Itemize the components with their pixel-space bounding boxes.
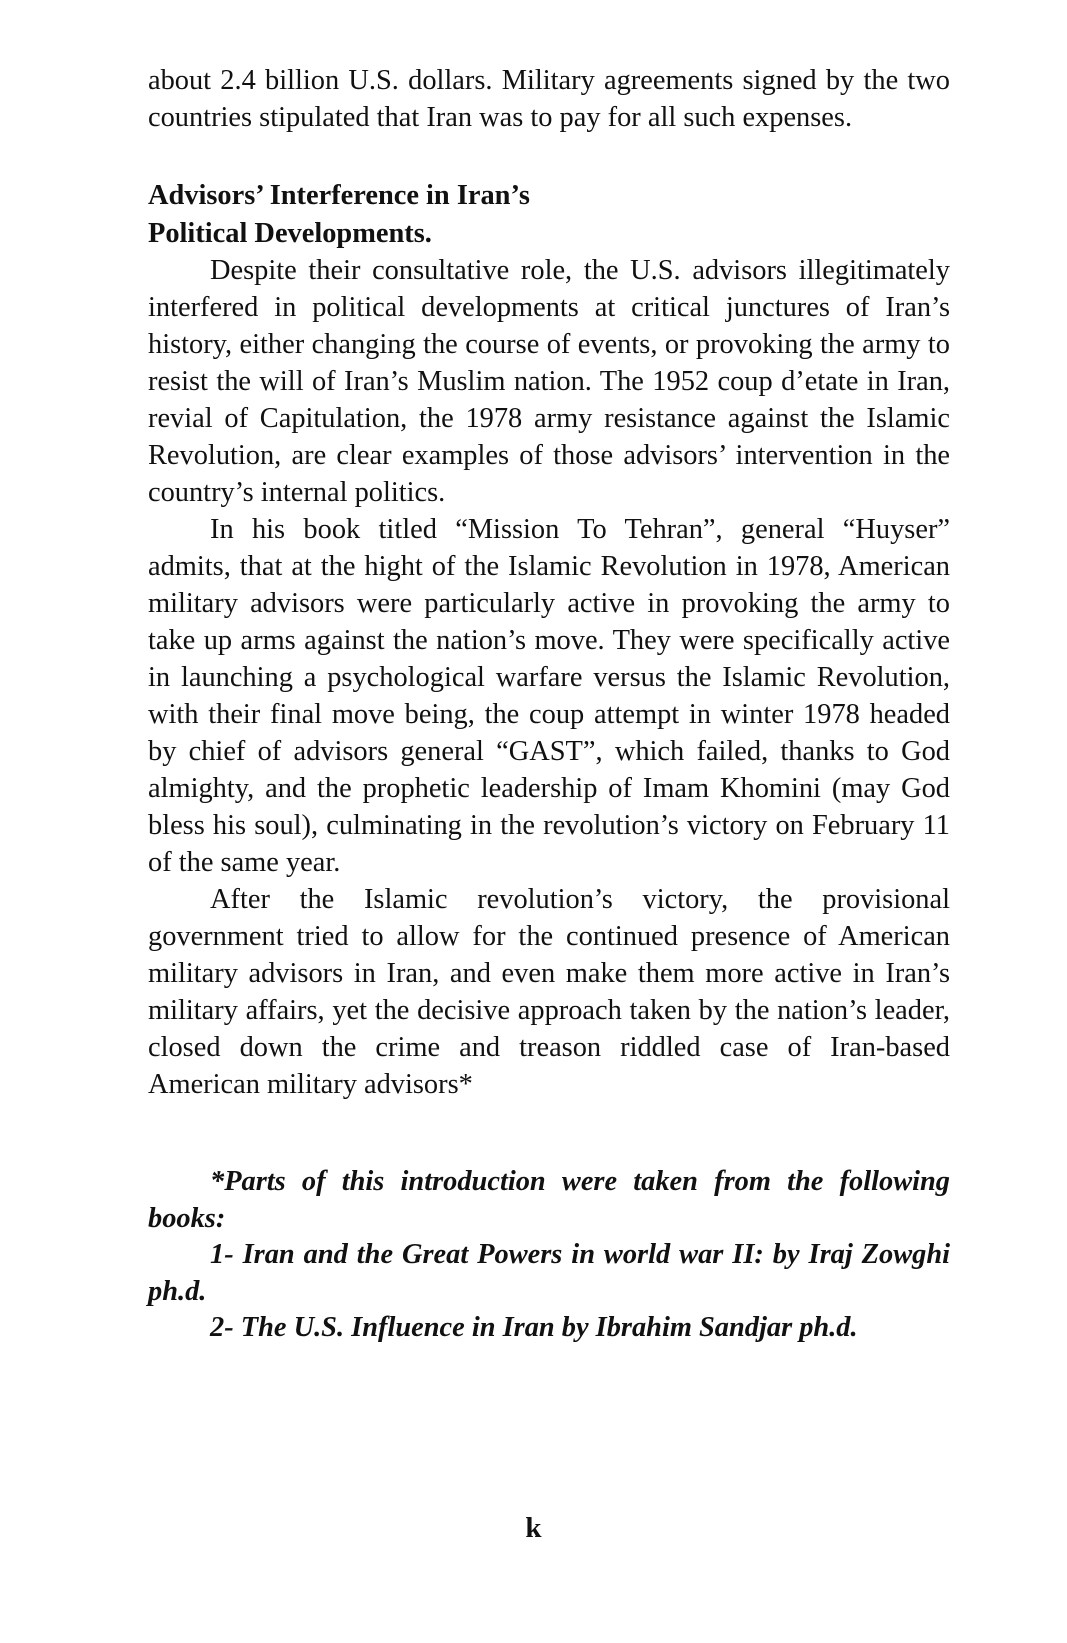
section-heading	[148, 177, 950, 252]
page-marker: k	[525, 1512, 542, 1544]
section-heading-line-2: Political Developments.	[148, 217, 432, 249]
continuation-paragraph: about 2.4 billion U.S. dollars. Military agreements signed by the two countries stipulated that Iran was to pay for all such expenses.	[148, 65, 950, 133]
paragraph-1: Despite their consultative role, the U.S. advisors illegitimately interfered in political developments at critical junctures of Iran’s history, either changing the course of events, or provoking the army to resist the will of Iran’s Muslim nation. The 1952 coup d’etate in Iran, revial of Capitulation, the 1978 army resistance against the Islamic Revolution, are clear examples of those advisors’ intervention in the country’s internal politics.	[148, 255, 950, 508]
page-body	[148, 62, 950, 1347]
footnote-intro: *Parts of this introduction were taken from the following books:	[148, 1166, 950, 1234]
section-heading-line-1: Advisors’ Interference in Iran’s	[148, 180, 530, 211]
paragraph-3: After the Islamic revolution’s victory, the provisional government tried to allow for the continued presence of American military advisors in Iran, and even make them more active in Iran’s military affairs, yet the decisive approach taken by the nation’s leader, closed down the crime and treason riddled case of Iran-based American military advisors*	[148, 884, 950, 1100]
footnote-item-2: 2- The U.S. Influence in Iran by Ibrahim Sandjar ph.d.	[210, 1312, 858, 1343]
footnote	[148, 1164, 950, 1347]
footnote-item-1: 1- Iran and the Great Powers in world war II: by Iraj Zowghi ph.d.	[148, 1239, 950, 1307]
paragraph-2: In his book titled “Mission To Tehran”, general “Huyser” admits, that at the hight of the Islamic Revolution in 1978, American military advisors were particularly active in provoking the army to take up arms against the nation’s move. They were specifically active in launching a psychological warfare versus the Islamic Revolution, with their final move being, the coup attempt in winter 1978 headed by chief of advisors general “GAST”, which failed, thanks to God almighty, and the prophetic leadership of Imam Khomini (may God bless his soul), culminating in the revolution’s victory on February 11 of the same year.	[148, 514, 950, 878]
